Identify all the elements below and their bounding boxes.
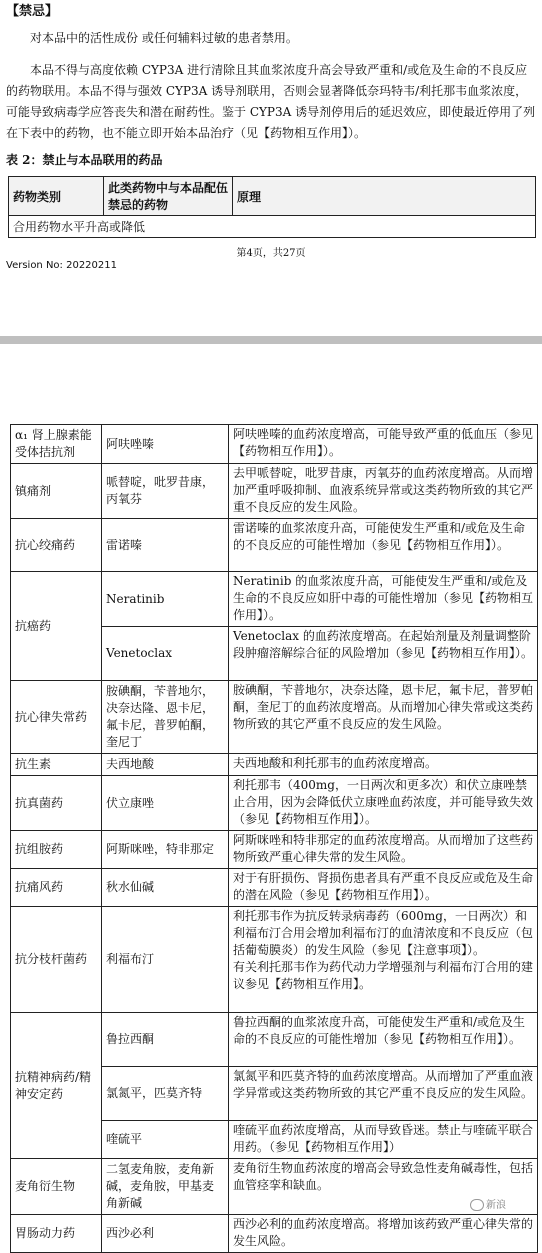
table-caption: 表 2：禁止与本品联用的药品 (6, 153, 163, 167)
row-category: 抗癌药 (11, 572, 102, 681)
row-reason: 夫西地酸和利托那韦的血药浓度增高。 (229, 754, 538, 776)
table-row (11, 776, 538, 831)
table-row (11, 1159, 538, 1215)
row-reason: Neratinib 的血浆浓度升高，可能使发生严重和/或危及生命的不良反应如肝中毒的可能性增加（参见【药物相互作用】）。 (229, 572, 538, 627)
table-row (11, 464, 538, 519)
row-category: 麦角衍生物 (11, 1159, 102, 1215)
watermark-text: 新浪 (486, 1200, 506, 1211)
row-category: 抗真菌药 (11, 776, 102, 831)
row-reason-part2: 有关利托那韦作为药代动力学增强剂与利福布汀合用的建议参见【药物相互作用】。 (233, 960, 534, 991)
row-reason: 阿斯咪唑和特非那定的血药浓度增高。从而增加了这些药物所致严重心律失常的发生风险。 (229, 831, 538, 869)
page-number: 第4页，共27页 (236, 248, 306, 259)
row-category: 抗生素 (11, 754, 102, 776)
row-reason: 对于有肝损伤、肾损伤患者具有严重不良反应或危及生命的潜在风险（参见【药物相互作用】）。 (229, 869, 538, 907)
table-row (11, 519, 538, 572)
row-drug: 阿呋唑嗪 (102, 425, 229, 464)
row-reason: Venetoclax 的血药浓度增高。在起始剂量及剂量调整阶段肿瘤溶解综合征的风险增加（参见【药物相互作用】）。 (229, 627, 538, 681)
row-category: 抗组胺药 (11, 831, 102, 869)
row-reason: 鲁拉西酮的血浆浓度升高，可能使发生严重和/或危及生命的不良反应的可能性增加（参见【药物相互作用】）。 (229, 1013, 538, 1067)
row-drug: 雷诺嗪 (102, 519, 229, 572)
row-reason (229, 907, 538, 1013)
row-reason: 麦角衍生物血药浓度的增高会导致急性麦角碱毒性，包括血管痉挛和缺血。 (229, 1159, 538, 1215)
row-category: 镇痛剂 (11, 464, 102, 519)
row-category: 抗精神病药/精神安定药 (11, 1013, 102, 1159)
row-reason: 西沙必利的血药浓度增高。将增加该药致严重心律失常的发生风险。 (229, 1215, 538, 1253)
row-drug: 鲁拉西酮 (102, 1013, 229, 1067)
row-drug: 利福布汀 (102, 907, 229, 1013)
row-drug: 伏立康唑 (102, 776, 229, 831)
table-row (11, 572, 538, 627)
row-drug: 西沙必利 (102, 1215, 229, 1253)
row-reason: 去甲哌替啶，吡罗昔康，丙氧芬的血药浓度增高。从而增加严重呼吸抑制、血液系统异常或这类药物所致的其它严重不良反应的发生风险。 (229, 464, 538, 519)
row-reason: 阿呋唑嗪的血药浓度增高，可能导致严重的低血压（参见【药物相互作用】）。 (229, 425, 538, 464)
watermark (470, 1196, 506, 1211)
row-category: 胃肠动力药 (11, 1215, 102, 1253)
table-row (11, 831, 538, 869)
version-number: Version No: 20220211 (6, 260, 117, 271)
row-drug: 哌替啶，吡罗昔康，丙氧芬 (102, 464, 229, 519)
header-category: 药物类别 (9, 177, 104, 216)
table-row (11, 681, 538, 754)
table-row (11, 869, 538, 907)
row-reason-part1: 利托那韦作为抗反转录病毒药（600mg，一日两次）和利福布汀合用会增加利福布汀的血清浓度和不良反应（包括葡萄膜炎）的发生风险（参见【注意事项】）。 (233, 909, 534, 957)
row-category: 抗分枝杆菌药 (11, 907, 102, 1013)
row-category: α₁ 肾上腺素能受体拮抗剂 (11, 425, 102, 464)
row-reason: 利托那韦（400mg，一日两次和更多次）和伏立康唑禁止合用，因为会降低伏立康唑血药浓度，并可能导致失效（参见【药物相互作用】）。 (229, 776, 538, 831)
section-row: 合用药物水平升高或降低 (9, 216, 536, 238)
row-reason: 氯氮平和匹莫齐特的血药浓度增高。从而增加了严重血液学异常或这类药物所致的其它严重不良反应的发生风险。 (229, 1067, 538, 1121)
section-heading: 【禁忌】 (6, 4, 59, 19)
header-reason: 原理 (233, 177, 536, 216)
table-row (11, 1013, 538, 1067)
row-category: 抗心律失常药 (11, 681, 102, 754)
table-row (11, 425, 538, 464)
row-reason: 喹硫平血药浓度增高，从而导致昏迷。禁止与喹硫平联合用药。（参见【药物相互作用】） (229, 1121, 538, 1159)
row-drug: Neratinib (102, 572, 229, 627)
paragraph-cyp3a: 本品不得与高度依赖 CYP3A 进行清除且其血浆浓度升高会导致严重和/或危及生命的不良反应的药物联用。本品不得与强效 CYP3A 诱导剂联用，否则会显著降低奈玛特韦/利托那韦血浆浓度，可能导致病毒学应答丧失和潜在耐药性。鉴于 CYP3A 诱导剂停用后的延迟效应，即使最近停用了列在下表中的药物，也不能立即开始本品治疗（见【药物相互作用】）。 (6, 63, 536, 140)
table-row (11, 1215, 538, 1253)
paragraph-allergy: 对本品中的活性成份 或任何辅料过敏的患者禁用。 (30, 31, 298, 45)
row-category: 抗痛风药 (11, 869, 102, 907)
page-divider (0, 336, 542, 344)
row-drug: 胺碘酮，苄普地尔，决奈达隆、恩卡尼，氟卡尼，普罗帕酮，奎尼丁 (102, 681, 229, 754)
row-drug: 秋水仙碱 (102, 869, 229, 907)
row-category: 抗心绞痛药 (11, 519, 102, 572)
table-row (11, 907, 538, 1013)
table-row (11, 754, 538, 776)
row-drug: 阿斯咪唑，特非那定 (102, 831, 229, 869)
row-drug: 氯氮平，匹莫齐特 (102, 1067, 229, 1121)
row-drug: 喹硫平 (102, 1121, 229, 1159)
header-drug: 此类药物中与本品配伍禁忌的药物 (104, 177, 233, 216)
row-reason: 胺碘酮，苄普地尔，决奈达隆，恩卡尼，氟卡尼，普罗帕酮，奎尼丁的血药浓度增高。从而增加心律失常或这类药物所致的其它严重不良反应的发生风险。 (229, 681, 538, 754)
row-drug: Venetoclax (102, 627, 229, 681)
weibo-icon (470, 1199, 484, 1211)
row-reason: 雷诺嗪的血浆浓度升高，可能使发生严重和/或危及生命的不良反应的可能性增加（参见【药物相互作用】）。 (229, 519, 538, 572)
row-drug: 二氢麦角胺，麦角新碱，麦角胺，甲基麦角新碱 (102, 1159, 229, 1215)
row-drug: 夫西地酸 (102, 754, 229, 776)
contraindication-table-header (8, 176, 536, 238)
contraindication-table (10, 424, 538, 1253)
